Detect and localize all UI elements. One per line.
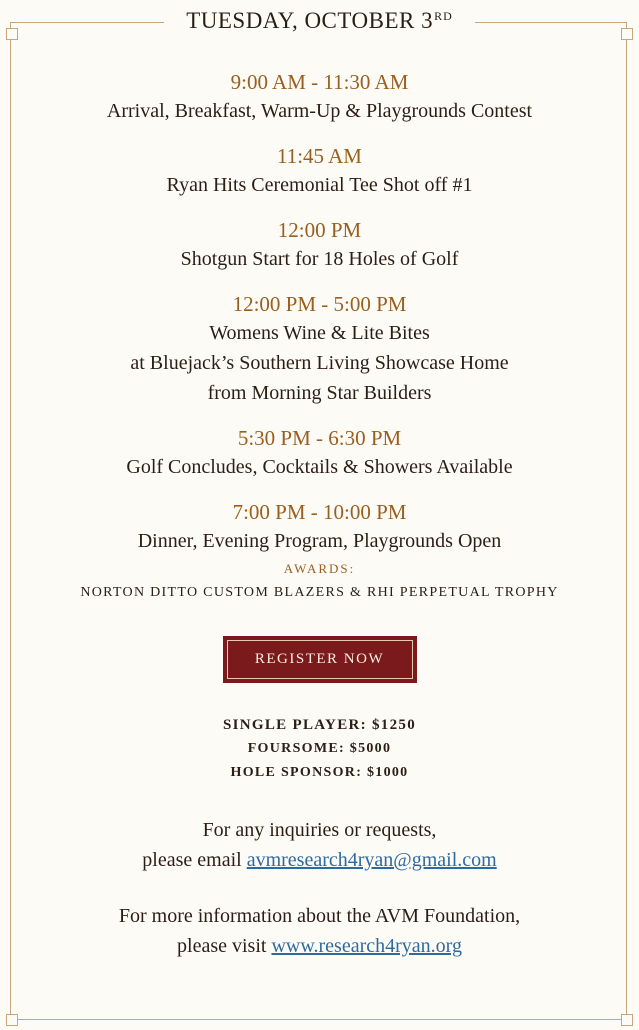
event-time: 12:00 PM	[277, 218, 362, 242]
event-description: Dinner, Evening Program, Playgrounds Open	[137, 530, 502, 552]
schedule-item	[0, 424, 639, 482]
website-prefix: please visit	[177, 935, 272, 957]
pricing-foursome: FOURSOME: $5000	[247, 741, 392, 756]
event-time: 7:00 PM - 10:00 PM	[232, 500, 407, 524]
email-prefix: please email	[142, 849, 247, 871]
website-link[interactable]: www.research4ryan.org	[271, 935, 462, 957]
schedule-item	[0, 216, 639, 274]
event-description: at Bluejack’s Southern Living Showcase Home	[130, 352, 509, 374]
schedule-item	[0, 290, 639, 408]
schedule-item	[0, 68, 639, 126]
schedule-item	[0, 142, 639, 200]
schedule	[0, 68, 639, 961]
corner-ornament-icon	[621, 1014, 633, 1026]
event-time: 5:30 PM - 6:30 PM	[237, 426, 402, 450]
pricing-hole-sponsor: HOLE SPONSOR: $1000	[230, 765, 409, 780]
more-info-text: For more information about the AVM Foundation,	[118, 905, 521, 927]
event-description: Arrival, Breakfast, Warm-Up & Playgrounds Contest	[106, 100, 533, 122]
inquiries-block	[0, 815, 639, 875]
pricing-single-player: SINGLE PLAYER: $1250	[223, 717, 416, 733]
schedule-item	[0, 498, 639, 556]
email-link[interactable]: avmresearch4ryan@gmail.com	[246, 849, 497, 871]
event-time: 9:00 AM - 11:30 AM	[230, 70, 409, 94]
inquiries-text: For any inquiries or requests,	[202, 819, 437, 841]
event-date: TUESDAY, OCTOBER 3RD	[186, 8, 453, 33]
awards-text: NORTON DITTO CUSTOM BLAZERS & RHI PERPETUAL TROPHY	[80, 585, 559, 600]
event-description: from Morning Star Builders	[207, 382, 432, 404]
register-now-label: REGISTER NOW	[227, 640, 413, 679]
event-description: Ryan Hits Ceremonial Tee Shot off #1	[166, 174, 473, 196]
event-time: 12:00 PM - 5:00 PM	[232, 292, 407, 316]
more-info-block	[0, 901, 639, 961]
event-description: Golf Concludes, Cocktails & Showers Available	[126, 456, 513, 478]
register-now-button[interactable]	[223, 636, 417, 683]
event-description: Shotgun Start for 18 Holes of Golf	[180, 248, 459, 270]
event-time: 11:45 AM	[277, 144, 362, 168]
date-header	[0, 8, 639, 34]
corner-ornament-icon	[6, 1014, 18, 1026]
event-description: Womens Wine & Lite Bites	[209, 322, 430, 344]
awards-label: AWARDS:	[283, 561, 356, 576]
